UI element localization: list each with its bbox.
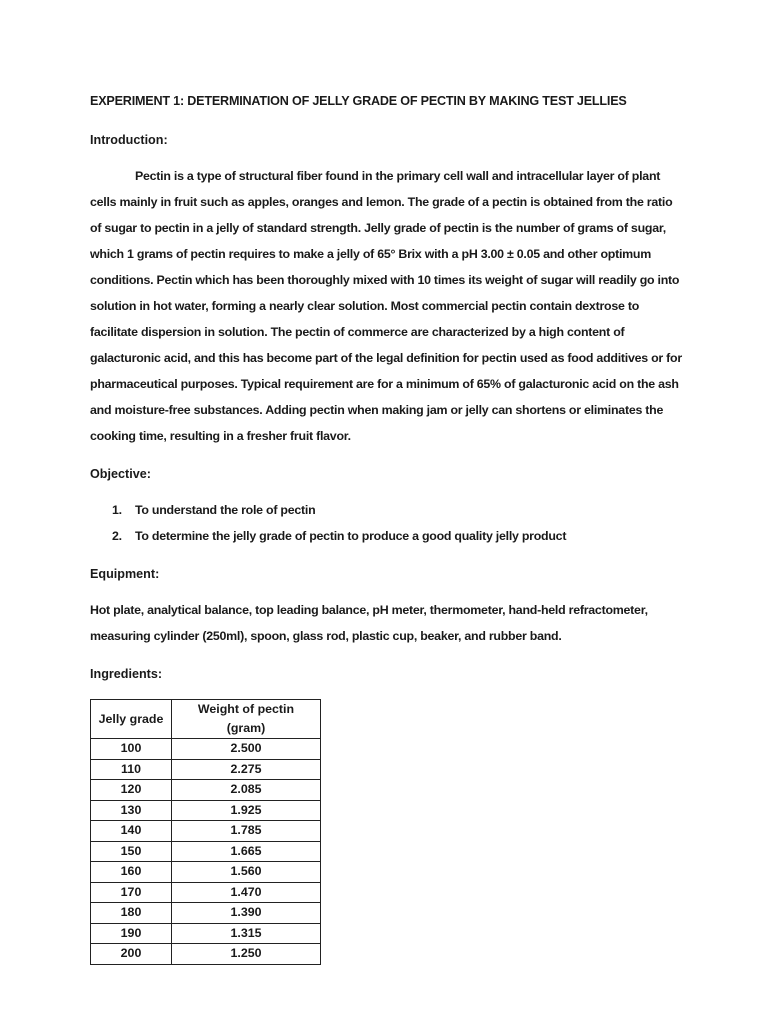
objective-heading: Objective: (90, 467, 151, 481)
introduction-line: cooking time, resulting in a fresher fruit flavor. (90, 429, 351, 443)
table-header-row (91, 700, 321, 739)
list-item (90, 523, 672, 549)
jelly-grade-cell: 170 (91, 882, 172, 903)
table-row (91, 841, 321, 862)
pectin-weight-cell: 1.560 (172, 862, 321, 883)
list-item-number: 2. (112, 529, 122, 543)
table-row (91, 759, 321, 780)
pectin-weight-cell: 1.390 (172, 903, 321, 924)
list-item-text: To understand the role of pectin (135, 503, 316, 517)
table-row (91, 780, 321, 801)
introduction-heading: Introduction: (90, 133, 168, 147)
pectin-weight-cell: 1.665 (172, 841, 321, 862)
introduction-line: conditions. Pectin which has been thoroughly mixed with 10 times its weight of sugar will readily go into (90, 273, 680, 287)
introduction-paragraph (90, 163, 682, 449)
pectin-weight-cell: 1.250 (172, 944, 321, 965)
jelly-grade-cell: 100 (91, 739, 172, 760)
pectin-weight-cell: 1.315 (172, 923, 321, 944)
jelly-grade-cell: 150 (91, 841, 172, 862)
equipment-heading: Equipment: (90, 567, 160, 581)
ingredients-table (90, 699, 321, 965)
jelly-grade-cell: 110 (91, 759, 172, 780)
jelly-grade-cell: 190 (91, 923, 172, 944)
introduction-line: galacturonic acid, and this has become part of the legal definition for pectin used as food additives or for (90, 351, 682, 365)
jelly-grade-cell: 140 (91, 821, 172, 842)
column-header-pectin-weight: Weight of pectin (gram) (172, 700, 321, 739)
equipment-line: Hot plate, analytical balance, top leading balance, pH meter, thermometer, hand-held refractometer, (90, 603, 648, 617)
table-row (91, 944, 321, 965)
pectin-weight-cell: 1.925 (172, 800, 321, 821)
introduction-line: facilitate dispersion in solution. The pectin of commerce are characterized by a high content of (90, 325, 625, 339)
document-title: EXPERIMENT 1: DETERMINATION OF JELLY GRADE OF PECTIN BY MAKING TEST JELLIES (90, 94, 627, 108)
table-row (91, 923, 321, 944)
ingredients-heading: Ingredients: (90, 667, 163, 681)
introduction-line: and moisture-free substances. Adding pectin when making jam or jelly can shortens or eliminates the (90, 403, 664, 417)
table-row (91, 903, 321, 924)
table-row (91, 862, 321, 883)
pectin-weight-cell: 2.085 (172, 780, 321, 801)
jelly-grade-cell: 200 (91, 944, 172, 965)
equipment-paragraph (90, 597, 672, 649)
jelly-grade-cell: 120 (91, 780, 172, 801)
list-item-text: To determine the jelly grade of pectin to produce a good quality jelly product (135, 529, 567, 543)
pectin-weight-cell: 2.275 (172, 759, 321, 780)
table-row (91, 739, 321, 760)
table-row (91, 882, 321, 903)
pectin-weight-cell: 2.500 (172, 739, 321, 760)
introduction-line: cells mainly in fruit such as apples, oranges and lemon. The grade of a pectin is obtained from the ratio (90, 195, 673, 209)
document-content (90, 89, 682, 965)
introduction-line: Pectin is a type of structural fiber found in the primary cell wall and intracellular layer of plant (135, 169, 661, 183)
jelly-grade-cell: 130 (91, 800, 172, 821)
jelly-grade-cell: 180 (91, 903, 172, 924)
table-row (91, 821, 321, 842)
introduction-line: solution in hot water, forming a nearly clear solution. Most commercial pectin contain dextrose to (90, 299, 640, 313)
list-item-number: 1. (112, 503, 122, 517)
introduction-line: of sugar to pectin in a jelly of standard strength. Jelly grade of pectin is the number of grams of sugar, (90, 221, 666, 235)
jelly-grade-cell: 160 (91, 862, 172, 883)
pectin-weight-cell: 1.785 (172, 821, 321, 842)
column-header-jelly-grade: Jelly grade (91, 700, 172, 739)
pectin-weight-cell: 1.470 (172, 882, 321, 903)
equipment-line: measuring cylinder (250ml), spoon, glass rod, plastic cup, beaker, and rubber band. (90, 629, 562, 643)
table-row (91, 800, 321, 821)
introduction-line: pharmaceutical purposes. Typical requirement are for a minimum of 65% of galacturonic acid on the ash (90, 377, 679, 391)
list-item (90, 497, 672, 523)
introduction-line: which 1 grams of pectin requires to make a jelly of 65° Brix with a pH 3.00 ± 0.05 and other optimum (90, 247, 652, 261)
objective-list (90, 497, 672, 549)
